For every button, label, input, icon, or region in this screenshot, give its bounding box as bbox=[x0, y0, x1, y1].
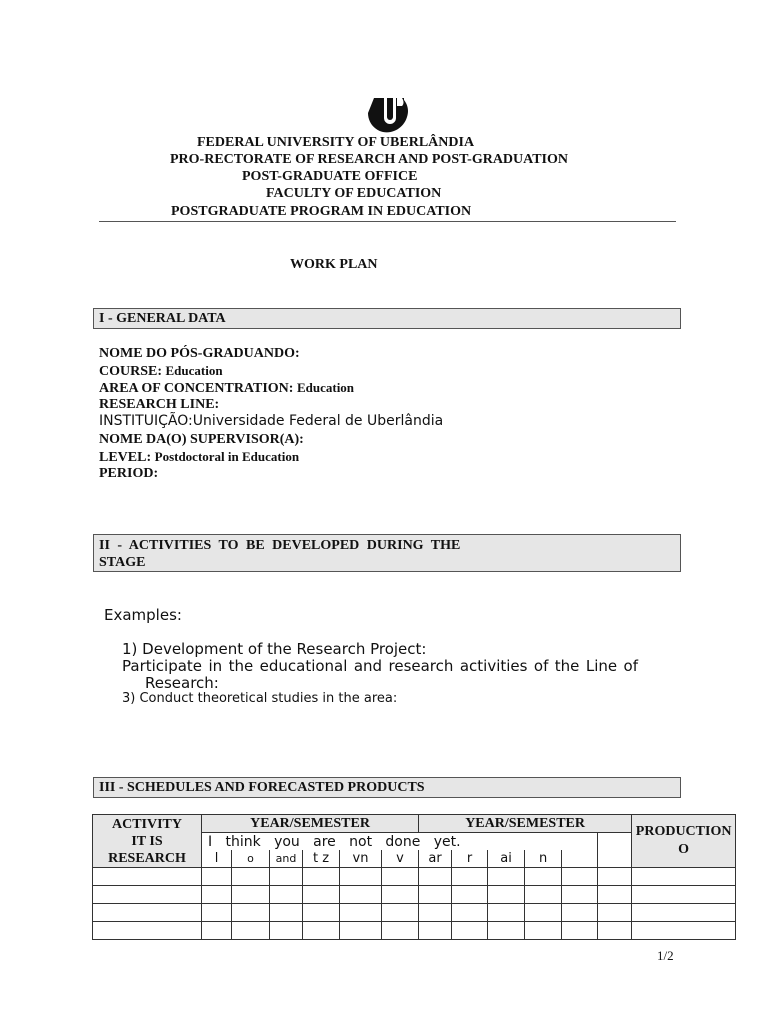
header-program: POSTGRADUATE PROGRAM IN EDUCATION bbox=[171, 204, 472, 219]
university-logo bbox=[368, 95, 409, 135]
header-university: FEDERAL UNIVERSITY OF UBERLÂNDIA bbox=[197, 135, 475, 150]
example-item-2-line2: Research: bbox=[145, 674, 219, 692]
subheader-cell: vn bbox=[340, 850, 382, 868]
subheader-cell: o bbox=[232, 850, 270, 868]
activity-header-line3: RESEARCH bbox=[108, 850, 186, 866]
document-title: WORK PLAN bbox=[290, 257, 378, 272]
level-field bbox=[99, 449, 299, 466]
header-office: POST-GRADUATE OFFICE bbox=[242, 169, 418, 184]
subheader-cell: n bbox=[525, 850, 562, 868]
subheader-cell bbox=[598, 850, 632, 868]
student-name-label: NOME DO PÓS-GRADUANDO: bbox=[99, 346, 300, 361]
area-label: AREA OF CONCENTRATION: bbox=[99, 381, 294, 396]
table-row bbox=[93, 886, 736, 904]
examples-label: Examples: bbox=[104, 606, 182, 624]
section-general-data-title: I - GENERAL DATA bbox=[99, 311, 226, 326]
activity-header-line2: IT IS bbox=[131, 833, 163, 849]
table-row bbox=[93, 868, 736, 886]
subheader-cell: r bbox=[452, 850, 488, 868]
subheader-cell: ai bbox=[488, 850, 525, 868]
section-activities-title-line1: II - ACTIVITIES TO BE DEVELOPED DURING THE bbox=[99, 538, 461, 553]
subheader-cell bbox=[562, 850, 598, 868]
institution-value: Universidade Federal de Uberlândia bbox=[192, 413, 444, 429]
production-header-cell bbox=[632, 815, 736, 868]
subheader-cell: ar bbox=[419, 850, 452, 868]
course-label: COURSE: bbox=[99, 364, 163, 379]
section-schedules-heading bbox=[93, 777, 681, 798]
student-name-field bbox=[99, 346, 300, 362]
course-field bbox=[99, 363, 223, 380]
schedule-table bbox=[92, 814, 736, 940]
level-value: Postdoctoral in Education bbox=[154, 449, 300, 464]
page-number: 1/2 bbox=[657, 948, 674, 963]
institution-field bbox=[99, 413, 443, 429]
example-item-3: 3) Conduct theoretical studies in the area: bbox=[122, 691, 398, 706]
research-line-field bbox=[99, 397, 219, 413]
section-general-data-heading bbox=[93, 308, 681, 329]
section-activities-heading bbox=[93, 534, 681, 572]
subheader-cell: v bbox=[382, 850, 419, 868]
area-value: Education bbox=[296, 380, 355, 395]
header-pro-rectorate: PRO-RECTORATE OF RESEARCH AND POST-GRADUATION bbox=[170, 152, 569, 167]
production-header-line1: PRODUCTION bbox=[635, 824, 732, 839]
activity-header-cell bbox=[93, 815, 202, 868]
table-row bbox=[93, 904, 736, 922]
institution-label: INSTITUIÇÃO: bbox=[99, 413, 193, 429]
production-header-line2: O bbox=[678, 842, 690, 857]
example-item-1: 1) Development of the Research Project: bbox=[122, 640, 427, 658]
section-activities-title-line2: STAGE bbox=[99, 555, 146, 570]
header-faculty: FACULTY OF EDUCATION bbox=[266, 186, 442, 201]
example-item-2-line1: Participate in the educational and research activities of the Line of bbox=[122, 657, 638, 675]
year-semester-header-2: YEAR/SEMESTER bbox=[419, 815, 632, 833]
table-row bbox=[93, 922, 736, 940]
period-label: PERIOD: bbox=[99, 466, 159, 481]
research-line-label: RESEARCH LINE: bbox=[99, 397, 220, 412]
period-field bbox=[99, 466, 158, 482]
area-field bbox=[99, 380, 354, 397]
course-value: Education bbox=[165, 363, 223, 378]
year-semester-header-1: YEAR/SEMESTER bbox=[202, 815, 419, 833]
subheader-sentence: I think you are not done yet. bbox=[202, 833, 598, 851]
subheader-blank-cell bbox=[598, 833, 632, 851]
supervisor-label: NOME DA(O) SUPERVISOR(A): bbox=[99, 432, 304, 447]
section-schedules-title: III - SCHEDULES AND FORECASTED PRODUCTS bbox=[99, 780, 425, 795]
subheader-cell: t z bbox=[303, 850, 340, 868]
supervisor-field bbox=[99, 432, 304, 448]
table-header-row bbox=[93, 815, 736, 833]
activity-header-line1: ACTIVITY bbox=[111, 816, 182, 832]
subheader-cell: and bbox=[270, 850, 303, 868]
level-label: LEVEL: bbox=[99, 450, 152, 465]
header-divider bbox=[99, 221, 676, 222]
subheader-cell: l bbox=[202, 850, 232, 868]
